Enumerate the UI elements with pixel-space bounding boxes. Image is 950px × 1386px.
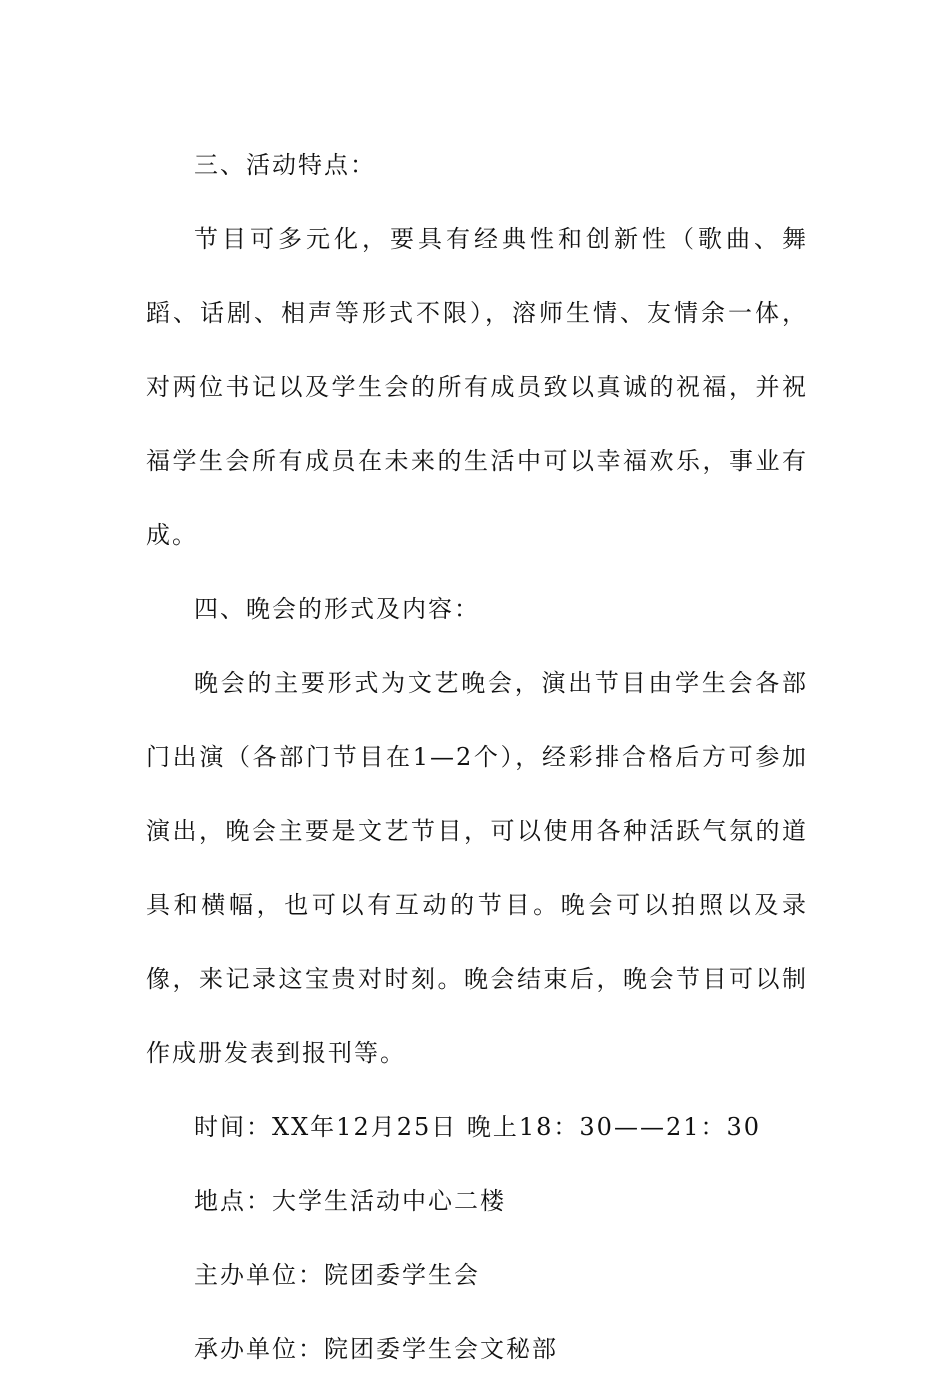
- event-place: 地点：大学生活动中心二楼: [194, 1187, 506, 1215]
- paragraph-form: 晚会的主要形式为文艺晚会，演出节目由学生会各部门出演（各部门节目在1—2个），经彩排合格后方可参加演出，晚会主要是文艺节目，可以使用各种活跃气氛的道具和横幅，也可以有互动的节目。晚会可以拍照以及录像，来记录这宝贵对时刻。晚会结束后，晚会节目可以制作成册发表到报刊等。: [146, 669, 808, 1067]
- section-heading-features: 三、活动特点：: [194, 151, 376, 179]
- event-time: 时间：XX年12月25日 晚上18：30——21：30: [194, 1113, 762, 1141]
- event-organizer: 主办单位：院团委学生会: [194, 1261, 480, 1289]
- section-heading-form: 四、晚会的形式及内容：: [194, 595, 480, 623]
- event-undertaker: 承办单位：院团委学生会文秘部: [194, 1335, 558, 1363]
- paragraph-features: 节目可多元化，要具有经典性和创新性（歌曲、舞蹈、话剧、相声等形式不限），溶师生情、友情余一体，对两位书记以及学生会的所有成员致以真诚的祝福，并祝福学生会所有成员在未来的生活中可以幸福欢乐，事业有成。: [146, 225, 808, 549]
- document-body: [146, 128, 808, 1386]
